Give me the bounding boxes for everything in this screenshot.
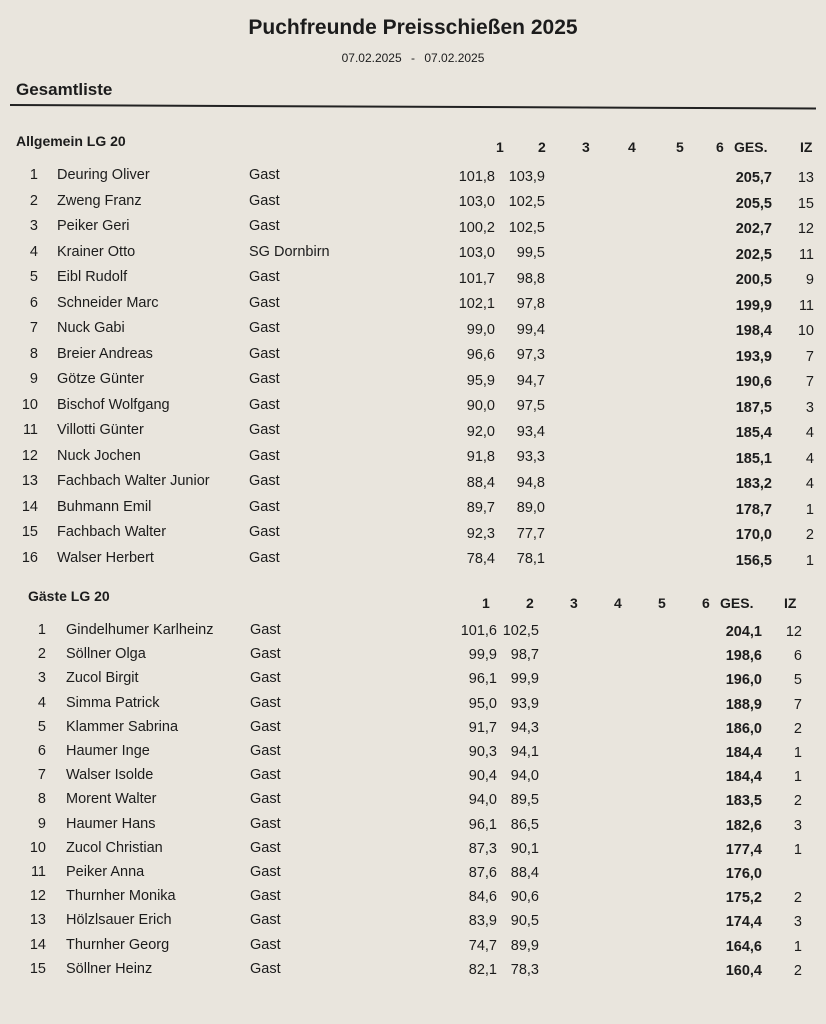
table-row [0,912,826,932]
column-header: 6 [702,595,710,611]
column-header: GES. [734,139,768,155]
column-header: IZ [784,595,797,611]
inner-ten-cell: 1 [793,769,802,786]
rank-cell: 11 [22,422,38,438]
club-cell: Gast [249,447,280,464]
total-cell: 188,9 [725,696,762,713]
total-cell: 182,6 [725,817,762,834]
series2-cell: 93,9 [510,695,539,712]
total-cell: 178,7 [735,501,772,518]
series1-cell: 101,7 [458,270,495,287]
series1-cell: 101,6 [460,623,497,640]
club-cell: Gast [250,912,281,929]
table-row [0,371,826,391]
name-cell: Thurnher Monika [66,888,176,905]
inner-ten-cell: 11 [798,246,814,263]
inner-ten-cell: 2 [793,890,802,907]
rank-cell: 8 [29,345,38,362]
total-cell: 204,1 [725,624,762,641]
series2-cell: 99,4 [516,321,545,338]
inner-ten-cell: 5 [793,672,802,689]
total-cell: 198,6 [725,648,762,665]
name-cell: Söllner Olga [66,646,146,663]
series2-cell: 99,5 [516,245,545,262]
series2-cell: 99,9 [510,671,539,688]
club-cell: Gast [249,422,280,438]
club-cell: Gast [250,718,281,735]
inner-ten-cell: 4 [805,476,814,493]
table-row [0,524,826,544]
series2-cell: 78,3 [510,961,539,978]
total-cell: 185,1 [735,450,772,467]
series1-cell: 74,7 [468,937,497,954]
column-header: GES. [720,595,754,611]
series2-cell: 90,6 [510,889,539,906]
inner-ten-cell: 15 [797,195,814,212]
club-cell: SG Dornbirn [249,243,330,260]
rank-cell: 13 [21,473,38,489]
table-row [0,218,826,238]
series1-cell: 103,0 [458,194,495,211]
name-cell: Walser Herbert [57,549,154,566]
column-header: 2 [526,595,534,611]
name-cell: Nuck Gabi [57,320,125,336]
date-from: 07.02.2025 [341,51,402,65]
series1-cell: 96,6 [466,347,495,364]
series1-cell: 102,1 [458,296,495,313]
series1-cell: 96,1 [468,671,497,688]
table-row [0,767,826,787]
total-cell: 187,5 [735,399,772,416]
series1-cell: 100,2 [458,219,495,236]
series1-cell: 99,9 [468,647,497,664]
inner-ten-cell: 7 [793,696,802,713]
rank-cell: 14 [21,498,38,515]
column-header: 2 [538,139,546,155]
series2-cell: 93,3 [516,449,545,466]
rank-cell: 7 [29,320,38,336]
header-divider [10,104,816,110]
total-cell: 205,5 [735,195,772,212]
total-cell: 164,6 [725,938,762,955]
total-cell: 184,4 [725,769,762,786]
series1-cell: 91,8 [466,449,495,466]
table-row [0,888,826,908]
inner-ten-cell: 11 [798,297,814,314]
total-cell: 199,9 [735,297,772,314]
table-row [0,499,826,519]
club-cell: Gast [250,936,281,953]
series1-cell: 84,6 [468,889,497,906]
total-cell: 174,4 [725,914,762,931]
series1-cell: 101,8 [458,168,495,185]
total-cell: 193,9 [735,348,772,365]
series1-cell: 95,0 [468,695,497,712]
name-cell: Schneider Marc [57,294,159,311]
series1-cell: 90,0 [466,398,495,415]
inner-ten-cell: 3 [805,399,814,416]
column-header: 1 [496,139,504,155]
rank-cell: 9 [37,815,46,832]
table-row [0,670,826,690]
series1-cell: 88,4 [466,474,495,491]
inner-ten-cell: 13 [797,170,814,187]
inner-ten-cell: 7 [805,374,814,391]
series2-cell: 88,4 [510,865,539,882]
date-separator: - [411,51,415,65]
name-cell: Haumer Inge [66,743,150,759]
club-cell: Gast [249,549,280,566]
table-row [0,269,826,289]
club-cell: Gast [249,269,280,285]
inner-ten-cell: 2 [793,962,802,979]
club-cell: Gast [249,320,280,336]
date-to: 07.02.2025 [424,51,485,65]
club-cell: Gast [249,371,280,387]
club-cell: Gast [249,396,280,413]
rank-cell: 10 [29,839,46,856]
table-row [0,448,826,468]
column-header: 5 [658,595,666,611]
column-header: IZ [800,139,813,155]
club-cell: Gast [249,294,280,311]
total-cell: 202,5 [735,246,772,263]
total-cell: 170,0 [735,527,772,544]
series1-cell: 92,3 [466,525,495,542]
series2-cell: 97,3 [516,347,545,364]
series1-cell: 90,4 [468,768,497,785]
name-cell: Hölzlsauer Erich [66,912,172,929]
total-cell: 183,2 [735,476,772,493]
series1-cell: 83,9 [468,913,497,930]
series2-cell: 97,8 [516,296,545,313]
name-cell: Buhmann Emil [57,498,152,515]
series1-cell: 94,0 [468,792,497,809]
series1-cell: 103,0 [458,245,495,262]
total-cell: 205,7 [735,170,772,187]
series1-cell: 87,6 [468,865,497,882]
name-cell: Deuring Oliver [57,167,150,183]
series2-cell: 90,5 [510,913,539,930]
rank-cell: 9 [29,371,38,387]
date-range [0,51,826,65]
series2-cell: 97,5 [516,398,545,415]
column-header: 4 [614,595,622,611]
rank-cell: 11 [30,864,46,880]
series2-cell: 102,5 [508,219,545,236]
total-cell: 185,4 [735,425,772,442]
club-cell: Gast [250,815,281,832]
total-cell: 196,0 [725,672,762,689]
rank-cell: 2 [29,192,38,209]
rank-cell: 6 [37,743,46,759]
club-cell: Gast [249,218,280,234]
series2-cell: 89,5 [510,792,539,809]
club-cell: Gast [249,192,280,209]
name-cell: Götze Günter [57,371,145,387]
series1-cell: 92,0 [466,423,495,440]
rank-cell: 1 [29,167,38,183]
rank-cell: 10 [21,396,38,413]
rank-cell: 15 [21,524,38,540]
series2-cell: 93,4 [516,423,545,440]
table-row [0,167,826,187]
total-cell: 176,0 [725,866,762,883]
club-cell: Gast [249,167,280,183]
inner-ten-cell: 1 [793,841,802,858]
column-header: 1 [482,595,490,611]
inner-ten-cell: 1 [793,745,802,762]
club-cell: Gast [250,888,281,905]
table-row [0,937,826,957]
name-cell: Peiker Geri [57,218,130,234]
rank-cell: 16 [21,549,38,566]
series1-cell: 82,1 [468,961,497,978]
series2-cell: 94,0 [510,768,539,785]
club-cell: Gast [249,473,280,489]
rank-cell: 6 [29,294,38,311]
inner-ten-cell: 12 [785,624,802,641]
name-cell: Fachbach Walter Junior [57,473,210,489]
rank-cell: 4 [29,243,38,260]
inner-ten-cell: 10 [797,323,814,340]
name-cell: Zucol Christian [66,839,163,856]
series2-cell: 89,0 [516,500,545,517]
table-row [0,193,826,213]
name-cell: Walser Isolde [66,767,154,784]
club-cell: Gast [250,767,281,784]
inner-ten-cell: 2 [793,720,802,737]
rank-cell: 13 [29,912,46,929]
rank-cell: 5 [29,269,38,285]
inner-ten-cell: 6 [793,648,802,665]
inner-ten-cell: 1 [805,501,814,518]
total-cell: 198,4 [735,323,772,340]
inner-ten-cell: 4 [805,425,814,442]
rank-cell: 7 [37,767,46,784]
name-cell: Nuck Jochen [57,447,141,464]
series1-cell: 96,1 [468,816,497,833]
inner-ten-cell: 3 [793,914,802,931]
table-row [0,346,826,366]
series2-cell: 94,7 [516,372,545,389]
name-cell: Peiker Anna [66,864,145,880]
table-row [0,320,826,340]
rank-cell: 3 [37,670,46,687]
rank-cell: 1 [37,622,46,638]
table-row [0,473,826,493]
rank-cell: 5 [37,718,46,735]
series2-cell: 98,8 [516,270,545,287]
column-header: 5 [676,139,684,155]
inner-ten-cell: 1 [793,938,802,955]
table-row [0,961,826,981]
series2-cell: 94,1 [510,744,539,761]
column-header: 4 [628,139,636,155]
rank-cell: 12 [21,447,38,464]
series2-cell: 94,3 [510,719,539,736]
club-cell: Gast [250,743,281,759]
club-cell: Gast [249,498,280,515]
total-cell: 184,4 [725,745,762,762]
inner-ten-cell: 7 [805,348,814,365]
name-cell: Villotti Günter [57,422,144,438]
series2-cell: 94,8 [516,474,545,491]
table-row [0,695,826,715]
total-cell: 156,5 [735,552,772,569]
name-cell: Morent Walter [66,791,157,808]
total-cell: 186,0 [725,720,762,737]
inner-ten-cell: 1 [805,552,814,569]
total-cell: 190,6 [735,374,772,391]
table-row [0,295,826,315]
table-row [0,550,826,570]
series2-cell: 89,9 [510,937,539,954]
name-cell: Fachbach Walter [57,524,167,540]
series2-cell: 77,7 [516,525,545,542]
club-cell: Gast [250,670,281,687]
name-cell: Gindelhumer Karlheinz [66,622,214,638]
series1-cell: 89,7 [466,500,495,517]
club-cell: Gast [250,960,281,977]
series1-cell: 91,7 [468,719,497,736]
total-cell: 175,2 [725,890,762,907]
club-cell: Gast [250,839,281,856]
inner-ten-cell: 12 [797,221,814,238]
inner-ten-cell: 4 [805,450,814,467]
series2-cell: 78,1 [516,551,545,568]
series2-cell: 102,5 [508,194,545,211]
total-cell: 200,5 [735,272,772,289]
table-row [0,422,826,442]
table-row [0,816,826,836]
rank-cell: 14 [29,936,46,953]
list-subtitle: Gesamtliste [16,80,113,99]
series2-cell: 98,7 [510,647,539,664]
club-cell: Gast [250,791,281,808]
series2-cell: 103,9 [508,168,545,185]
series1-cell: 87,3 [468,840,497,857]
club-cell: Gast [250,646,281,663]
total-cell: 202,7 [735,221,772,238]
page-title: Puchfreunde Preisschießen 2025 [248,16,578,39]
series2-cell: 102,5 [502,623,539,640]
table-row [0,244,826,264]
name-cell: Thurnher Georg [66,936,170,953]
name-cell: Zucol Birgit [66,670,139,687]
inner-ten-cell: 2 [805,527,814,544]
total-cell: 177,4 [725,841,762,858]
name-cell: Bischof Wolfgang [57,396,170,413]
section-title: Gäste LG 20 [28,588,110,604]
column-header: 3 [570,595,578,611]
name-cell: Söllner Heinz [66,960,153,977]
series1-cell: 95,9 [466,372,495,389]
inner-ten-cell: 3 [793,817,802,834]
rank-cell: 4 [37,694,46,711]
table-row [0,791,826,811]
name-cell: Klammer Sabrina [66,718,179,735]
series2-cell: 90,1 [510,840,539,857]
table-row [0,622,826,642]
table-row [0,719,826,739]
club-cell: Gast [250,694,281,711]
club-cell: Gast [249,345,280,362]
total-cell: 160,4 [725,962,762,979]
inner-ten-cell: 2 [793,793,802,810]
club-cell: Gast [249,524,280,540]
series1-cell: 78,4 [466,551,495,568]
series1-cell: 99,0 [466,321,495,338]
club-cell: Gast [250,864,281,880]
table-row [0,864,826,884]
name-cell: Haumer Hans [66,815,156,832]
rank-cell: 15 [29,960,46,977]
name-cell: Eibl Rudolf [57,269,128,285]
series2-cell: 86,5 [510,816,539,833]
rank-cell: 8 [37,791,46,808]
table-row [0,397,826,417]
rank-cell: 12 [29,888,46,905]
total-cell: 183,5 [725,793,762,810]
inner-ten-cell: 9 [805,272,814,289]
column-header: 6 [716,139,724,155]
table-row [0,743,826,763]
name-cell: Simma Patrick [66,694,160,711]
series1-cell: 90,3 [468,744,497,761]
club-cell: Gast [250,622,281,638]
name-cell: Breier Andreas [57,345,153,362]
section-title: Allgemein LG 20 [16,133,126,149]
rank-cell: 2 [37,646,46,663]
table-row [0,840,826,860]
name-cell: Krainer Otto [57,243,136,260]
table-row [0,646,826,666]
name-cell: Zweng Franz [57,192,142,209]
rank-cell: 3 [29,218,38,234]
column-header: 3 [582,139,590,155]
